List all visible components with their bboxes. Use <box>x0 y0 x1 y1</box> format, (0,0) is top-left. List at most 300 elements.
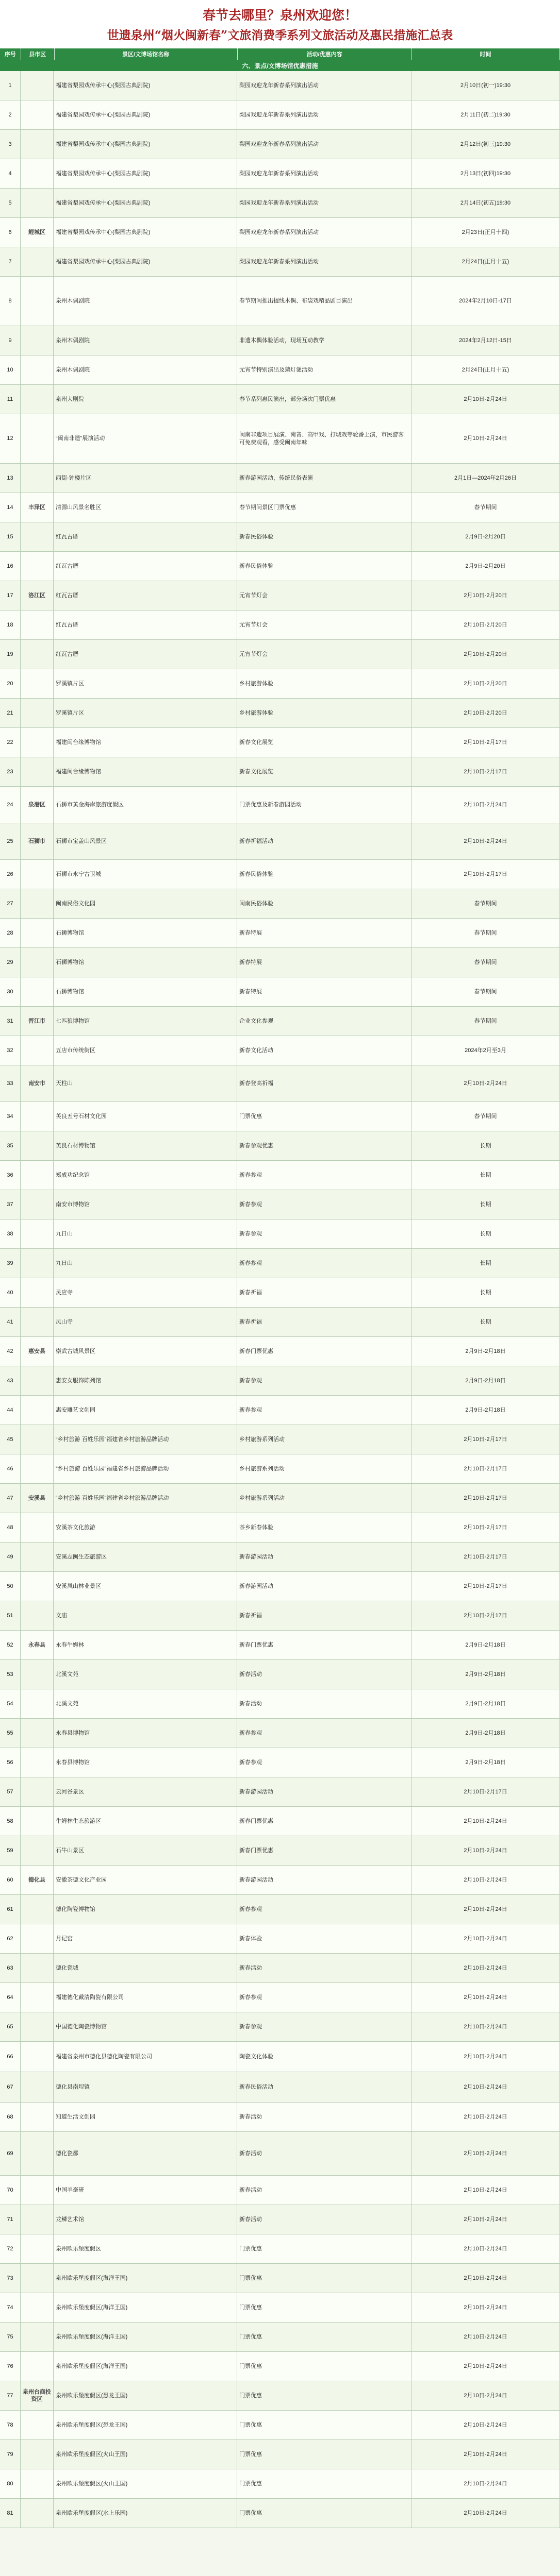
row-offer: 非遗木偶体验活动，现场互动教学 <box>237 326 411 355</box>
row-offer: 新春活动 <box>237 1954 411 1982</box>
row-district <box>21 977 54 1006</box>
row-offer: 新春门票优惠 <box>237 1631 411 1659</box>
row-time: 2月10日-2月20日 <box>411 581 560 610</box>
row-offer: 新春参观 <box>237 1190 411 1219</box>
row-number: 81 <box>0 2499 21 2528</box>
table-row <box>0 2499 560 2528</box>
row-venue: 惠安女服饰陈列馆 <box>54 1366 237 1395</box>
row-district <box>21 2411 54 2439</box>
row-district <box>21 277 54 326</box>
row-offer: 门票优惠 <box>237 2234 411 2263</box>
table-row <box>0 728 560 757</box>
row-district <box>21 464 54 493</box>
row-venue: 安溪茶文化旅游 <box>54 1513 237 1542</box>
table-row <box>0 1249 560 1278</box>
row-number: 27 <box>0 889 21 918</box>
row-number: 62 <box>0 1924 21 1953</box>
row-offer: 新春参观 <box>237 1895 411 1924</box>
row-time: 2月10日-2月24日 <box>411 414 560 463</box>
table-row <box>0 552 560 581</box>
row-number: 70 <box>0 2176 21 2205</box>
row-district <box>21 640 54 669</box>
row-number: 18 <box>0 611 21 639</box>
row-venue: 月记窑 <box>54 1924 237 1953</box>
row-number: 39 <box>0 1249 21 1278</box>
row-venue: 西街·钟楼片区 <box>54 464 237 493</box>
table-row <box>0 1065 560 1102</box>
row-district <box>21 1572 54 1601</box>
row-district: 石狮市 <box>21 823 54 859</box>
table-row <box>0 385 560 414</box>
row-district <box>21 2323 54 2351</box>
row-time: 2024年2月12日-15日 <box>411 326 560 355</box>
row-time: 2月10日-2月17日 <box>411 728 560 757</box>
row-offer: 新春文化展览 <box>237 757 411 786</box>
row-venue: 福建闽台缘博物馆 <box>54 728 237 757</box>
row-number: 79 <box>0 2440 21 2469</box>
row-time: 2月10日-2月24日 <box>411 2352 560 2381</box>
row-venue: 灵应寺 <box>54 1278 237 1307</box>
table-row <box>0 522 560 552</box>
row-district <box>21 2103 54 2131</box>
row-number: 51 <box>0 1601 21 1630</box>
row-offer: 春节期间推出提线木偶、布袋戏精品剧目演出 <box>237 277 411 326</box>
row-number: 28 <box>0 919 21 947</box>
table-row <box>0 1543 560 1572</box>
row-number: 29 <box>0 948 21 977</box>
table-row <box>0 326 560 355</box>
row-offer: 梨园戏迎龙年新春系列演出活动 <box>237 218 411 247</box>
row-time: 长期 <box>411 1219 560 1248</box>
row-venue: 红瓦古厝 <box>54 611 237 639</box>
row-venue: 泉州欧乐堡度假区(海洋王国) <box>54 2293 237 2322</box>
table-row <box>0 100 560 130</box>
row-offer: 元宵节灯会 <box>237 581 411 610</box>
row-district <box>21 326 54 355</box>
row-venue: 英良五号石材文化园 <box>54 1102 237 1131</box>
row-time: 2月10日-2月24日 <box>411 385 560 414</box>
row-number: 17 <box>0 581 21 610</box>
table-row <box>0 1719 560 1748</box>
row-number: 13 <box>0 464 21 493</box>
row-time: 长期 <box>411 1249 560 1278</box>
row-venue: 泉州木偶剧院 <box>54 326 237 355</box>
row-district <box>21 1777 54 1806</box>
row-number: 5 <box>0 189 21 217</box>
row-district <box>21 1161 54 1190</box>
row-number: 8 <box>0 277 21 326</box>
row-number: 78 <box>0 2411 21 2439</box>
row-time: 长期 <box>411 1308 560 1336</box>
table-row <box>0 581 560 611</box>
row-time: 2月10日-2月24日 <box>411 1065 560 1101</box>
row-venue: 红瓦古厝 <box>54 581 237 610</box>
row-number: 74 <box>0 2293 21 2322</box>
table-row <box>0 699 560 728</box>
row-venue: 永春县博物馆 <box>54 1719 237 1748</box>
row-district <box>21 860 54 889</box>
row-district: 永春县 <box>21 1631 54 1659</box>
row-time: 2024年2月10日-17日 <box>411 277 560 326</box>
table-row <box>0 1007 560 1036</box>
row-district <box>21 1601 54 1630</box>
table-row <box>0 1161 560 1190</box>
table-row <box>0 2234 560 2264</box>
column-offer: 活动/优惠内容 <box>238 48 411 60</box>
row-offer: 企业文化参观 <box>237 1007 411 1036</box>
row-offer: 新春门票优惠 <box>237 1836 411 1865</box>
row-number: 55 <box>0 1719 21 1748</box>
row-venue: 安徽茶德文化产业园 <box>54 1866 237 1894</box>
row-venue: 福建闽台缘博物馆 <box>54 757 237 786</box>
row-offer: 闽南民俗体验 <box>237 889 411 918</box>
table-row <box>0 1102 560 1131</box>
row-district <box>21 2293 54 2322</box>
row-offer: 新春活动 <box>237 1660 411 1689</box>
row-time: 2月9日-2月18日 <box>411 1366 560 1395</box>
row-district <box>21 385 54 414</box>
row-district <box>21 1983 54 2012</box>
row-district <box>21 1308 54 1336</box>
row-number: 77 <box>0 2381 21 2410</box>
row-time: 2月9日-2月18日 <box>411 1719 560 1748</box>
row-offer: 新春参观 <box>237 1719 411 1748</box>
row-district <box>21 1836 54 1865</box>
row-time: 2月9日-2月18日 <box>411 1631 560 1659</box>
row-venue: 泉州欧乐堡度假区(火山王国) <box>54 2469 237 2498</box>
row-venue: 九日山 <box>54 1219 237 1248</box>
table-row <box>0 1484 560 1513</box>
row-time: 2月24日(正月十五) <box>411 247 560 276</box>
table-row <box>0 464 560 493</box>
row-district <box>21 948 54 977</box>
row-offer: 闽南非遗项目展演、南音、高甲戏、打城戏等轮番上演，市民游客可免费观看，感受闽南年味 <box>237 414 411 463</box>
row-time: 2月10日-2月24日 <box>411 2411 560 2439</box>
row-number: 63 <box>0 1954 21 1982</box>
row-time: 春节期间 <box>411 493 560 522</box>
row-district <box>21 1102 54 1131</box>
row-offer: 新春游园活动 <box>237 1572 411 1601</box>
row-venue: 凤山寺 <box>54 1308 237 1336</box>
row-district <box>21 889 54 918</box>
table-row <box>0 823 560 860</box>
table-row <box>0 1366 560 1396</box>
row-number: 34 <box>0 1102 21 1131</box>
row-offer: 新春游园活动，传统民俗表演 <box>237 464 411 493</box>
row-time: 2月14日(初五)19:30 <box>411 189 560 217</box>
row-time: 2月10日-2月24日 <box>411 2205 560 2234</box>
row-time: 春节期间 <box>411 948 560 977</box>
row-offer: 新春参观 <box>237 1983 411 2012</box>
row-venue: 德化陶瓷博物馆 <box>54 1895 237 1924</box>
row-offer: 乡村旅游系列活动 <box>237 1454 411 1483</box>
row-time: 2月10日-2月24日 <box>411 2264 560 2293</box>
row-offer: 梨园戏迎龙年新春系列演出活动 <box>237 189 411 217</box>
row-number: 61 <box>0 1895 21 1924</box>
table-row <box>0 2205 560 2234</box>
row-district <box>21 1513 54 1542</box>
row-venue: 泉州欧乐堡度假区 <box>54 2234 237 2263</box>
row-offer: 乡村旅游体验 <box>237 669 411 698</box>
row-time: 2月9日-2月20日 <box>411 552 560 581</box>
row-number: 35 <box>0 1131 21 1160</box>
row-time: 2月10日-2月17日 <box>411 860 560 889</box>
row-district <box>21 919 54 947</box>
row-district <box>21 2176 54 2205</box>
table-row <box>0 1337 560 1366</box>
row-venue: 福建省梨园戏传承中心(梨园古典剧院) <box>54 100 237 129</box>
row-offer: 新春参观 <box>237 1748 411 1777</box>
row-district <box>21 1454 54 1483</box>
table-row <box>0 669 560 699</box>
table-row <box>0 948 560 977</box>
row-district <box>21 71 54 100</box>
row-time: 2月10日-2月24日 <box>411 2176 560 2205</box>
table-row <box>0 2132 560 2176</box>
row-time: 2月1日—2024年2月26日 <box>411 464 560 493</box>
row-time: 2月10日-2月24日 <box>411 1836 560 1865</box>
table-row <box>0 2012 560 2042</box>
row-number: 49 <box>0 1543 21 1571</box>
row-venue: 清源山风景名胜区 <box>54 493 237 522</box>
row-venue: 石狮市黄金海岸旅游度假区 <box>54 787 237 823</box>
row-number: 22 <box>0 728 21 757</box>
row-time: 2月10日-2月24日 <box>411 787 560 823</box>
row-venue: 泉州欧乐堡度假区(海洋王国) <box>54 2352 237 2381</box>
row-offer: 门票优惠 <box>237 2440 411 2469</box>
row-offer: 梨园戏迎龙年新春系列演出活动 <box>237 159 411 188</box>
table-row <box>0 860 560 889</box>
row-venue: 福建省泉州市德化县德化陶瓷有限公司 <box>54 2042 237 2072</box>
table-row <box>0 218 560 247</box>
row-offer: 新春活动 <box>237 2176 411 2205</box>
row-district <box>21 1219 54 1248</box>
row-offer: 门票优惠 <box>237 2469 411 2498</box>
row-venue: 石狮博物馆 <box>54 948 237 977</box>
table-row <box>0 130 560 159</box>
column-number: 序号 <box>0 48 21 60</box>
row-offer: 门票优惠 <box>237 2264 411 2293</box>
row-time: 2月9日-2月18日 <box>411 1748 560 1777</box>
row-number: 31 <box>0 1007 21 1036</box>
row-time: 2月10日-2月17日 <box>411 1572 560 1601</box>
page-header <box>0 0 560 54</box>
row-number: 65 <box>0 2012 21 2041</box>
row-venue: 中国德化陶瓷博物馆 <box>54 2012 237 2041</box>
row-offer: 新春参观 <box>237 1366 411 1395</box>
row-district <box>21 2234 54 2263</box>
column-header <box>0 48 560 60</box>
table-row <box>0 1601 560 1631</box>
row-number: 3 <box>0 130 21 159</box>
table-row <box>0 1425 560 1454</box>
row-offer: 梨园戏迎龙年新春系列演出活动 <box>237 100 411 129</box>
row-district <box>21 1719 54 1748</box>
row-district: 洛江区 <box>21 581 54 610</box>
row-time: 2月10日(初一)19:30 <box>411 71 560 100</box>
table-row <box>0 1748 560 1777</box>
row-district <box>21 2132 54 2175</box>
row-district: 泉州台商投资区 <box>21 2381 54 2410</box>
row-district <box>21 2264 54 2293</box>
row-district <box>21 1131 54 1160</box>
row-number: 33 <box>0 1065 21 1101</box>
table-row <box>0 1807 560 1836</box>
row-offer: 茶乡新春体验 <box>237 1513 411 1542</box>
row-offer: 新春活动 <box>237 2103 411 2131</box>
row-number: 21 <box>0 699 21 727</box>
row-time: 长期 <box>411 1278 560 1307</box>
row-offer: 新春活动 <box>237 2205 411 2234</box>
row-venue: 天柱山 <box>54 1065 237 1101</box>
row-number: 66 <box>0 2042 21 2072</box>
row-offer: 元宵节灯会 <box>237 640 411 669</box>
table-row <box>0 757 560 787</box>
row-offer: 门票优惠及新春游园活动 <box>237 787 411 823</box>
table-row <box>0 493 560 522</box>
row-time: 2月10日-2月24日 <box>411 2381 560 2410</box>
row-time: 2月10日-2月24日 <box>411 2234 560 2263</box>
table-row <box>0 2072 560 2103</box>
row-district <box>21 1924 54 1953</box>
row-offer: 新春门票优惠 <box>237 1807 411 1836</box>
row-number: 9 <box>0 326 21 355</box>
row-time: 2月10日-2月20日 <box>411 611 560 639</box>
row-venue: 北溪文苑 <box>54 1660 237 1689</box>
table-row <box>0 1660 560 1689</box>
table-row <box>0 1777 560 1807</box>
row-number: 48 <box>0 1513 21 1542</box>
row-number: 60 <box>0 1866 21 1894</box>
table-row <box>0 247 560 277</box>
row-district <box>21 189 54 217</box>
row-time: 2月10日-2月24日 <box>411 2469 560 2498</box>
row-time: 2月10日-2月24日 <box>411 1954 560 1982</box>
row-venue: 泉州欧乐堡度假区(海洋王国) <box>54 2323 237 2351</box>
row-offer: 新春特展 <box>237 919 411 947</box>
row-offer: 新春参观优惠 <box>237 1131 411 1160</box>
row-offer: 门票优惠 <box>237 2499 411 2528</box>
table-row <box>0 1836 560 1866</box>
row-time: 春节期间 <box>411 889 560 918</box>
row-time: 2月9日-2月18日 <box>411 1689 560 1718</box>
table-row <box>0 1689 560 1719</box>
table-row <box>0 2176 560 2205</box>
row-offer: 梨园戏迎龙年新春系列演出活动 <box>237 71 411 100</box>
table-row <box>0 1396 560 1425</box>
row-time: 2024年2月至3月 <box>411 1036 560 1065</box>
row-time: 长期 <box>411 1131 560 1160</box>
row-venue: 牛姆林生态旅游区 <box>54 1807 237 1836</box>
row-district <box>21 2440 54 2469</box>
row-offer: 梨园戏迎龙年新春系列演出活动 <box>237 130 411 159</box>
row-number: 4 <box>0 159 21 188</box>
row-offer: 梨园戏迎龙年新春系列演出活动 <box>237 247 411 276</box>
row-time: 2月24日(正月十五) <box>411 355 560 384</box>
table-row <box>0 1131 560 1161</box>
table-row <box>0 1454 560 1484</box>
row-district <box>21 1807 54 1836</box>
row-number: 44 <box>0 1396 21 1425</box>
row-venue: 安溪志闽生态旅游区 <box>54 1543 237 1571</box>
section-title: 六、景点/文博场馆优惠措施 <box>0 60 560 71</box>
row-offer: 新春祈福活动 <box>237 823 411 859</box>
row-number: 64 <box>0 1983 21 2012</box>
row-district <box>21 1748 54 1777</box>
row-venue: 石狮博物馆 <box>54 977 237 1006</box>
table-row <box>0 1631 560 1660</box>
row-venue: 郑成功纪念馆 <box>54 1161 237 1190</box>
row-time: 2月10日-2月17日 <box>411 1454 560 1483</box>
row-offer: 新春门票优惠 <box>237 1337 411 1366</box>
row-time: 2月13日(初四)19:30 <box>411 159 560 188</box>
table-row <box>0 1278 560 1308</box>
row-offer: 新春参观 <box>237 1396 411 1425</box>
row-number: 37 <box>0 1190 21 1219</box>
row-venue: 泉州欧乐堡度假区(海洋王国) <box>54 2264 237 2293</box>
row-offer: 新春游园活动 <box>237 1777 411 1806</box>
row-venue: “乡村旅游 百姓乐园”福建省乡村旅游品牌活动 <box>54 1425 237 1454</box>
row-time: 2月9日-2月18日 <box>411 1396 560 1425</box>
row-district: 鲤城区 <box>21 218 54 247</box>
table-row <box>0 159 560 189</box>
row-offer: 新春参观 <box>237 1219 411 1248</box>
row-number: 46 <box>0 1454 21 1483</box>
row-offer: 新春民俗体验 <box>237 552 411 581</box>
row-number: 68 <box>0 2103 21 2131</box>
row-time: 2月10日-2月24日 <box>411 1983 560 2012</box>
row-number: 47 <box>0 1484 21 1513</box>
row-number: 20 <box>0 669 21 698</box>
row-venue: 泉州木偶剧院 <box>54 277 237 326</box>
row-number: 50 <box>0 1572 21 1601</box>
row-district <box>21 100 54 129</box>
row-offer: 春节期间景区门票优惠 <box>237 493 411 522</box>
column-district: 县市区 <box>21 48 55 60</box>
row-time: 2月10日-2月24日 <box>411 1924 560 1953</box>
row-district <box>21 699 54 727</box>
row-venue: 安溪凤山林业景区 <box>54 1572 237 1601</box>
row-venue: 福建省梨园戏传承中心(梨园古典剧院) <box>54 130 237 159</box>
row-number: 53 <box>0 1660 21 1689</box>
row-offer: 新春文化展览 <box>237 728 411 757</box>
row-time: 2月11日(初二)19:30 <box>411 100 560 129</box>
row-venue: 崇武古城风景区 <box>54 1337 237 1366</box>
row-number: 2 <box>0 100 21 129</box>
row-venue: 泉州欧乐堡度假区(火山王国) <box>54 2440 237 2469</box>
row-venue: “乡村旅游 百姓乐园”福建省乡村旅游品牌活动 <box>54 1454 237 1483</box>
row-time: 春节期间 <box>411 1102 560 1131</box>
row-district <box>21 355 54 384</box>
table-row <box>0 355 560 385</box>
row-venue: 罗溪镇片区 <box>54 669 237 698</box>
row-number: 71 <box>0 2205 21 2234</box>
row-district <box>21 1425 54 1454</box>
row-number: 58 <box>0 1807 21 1836</box>
row-district <box>21 1543 54 1571</box>
page-title-line2: 世遗泉州“烟火闽新春”文旅消费季系列文旅活动及惠民措施汇总表 <box>107 28 453 42</box>
column-venue: 景区/文博场馆名称 <box>55 48 238 60</box>
row-number: 30 <box>0 977 21 1006</box>
row-venue: 石狮市宝盖山风景区 <box>54 823 237 859</box>
row-venue: 云河谷景区 <box>54 1777 237 1806</box>
row-number: 24 <box>0 787 21 823</box>
row-district <box>21 1278 54 1307</box>
row-number: 38 <box>0 1219 21 1248</box>
row-number: 7 <box>0 247 21 276</box>
table-row <box>0 1954 560 1983</box>
table-row <box>0 1895 560 1924</box>
